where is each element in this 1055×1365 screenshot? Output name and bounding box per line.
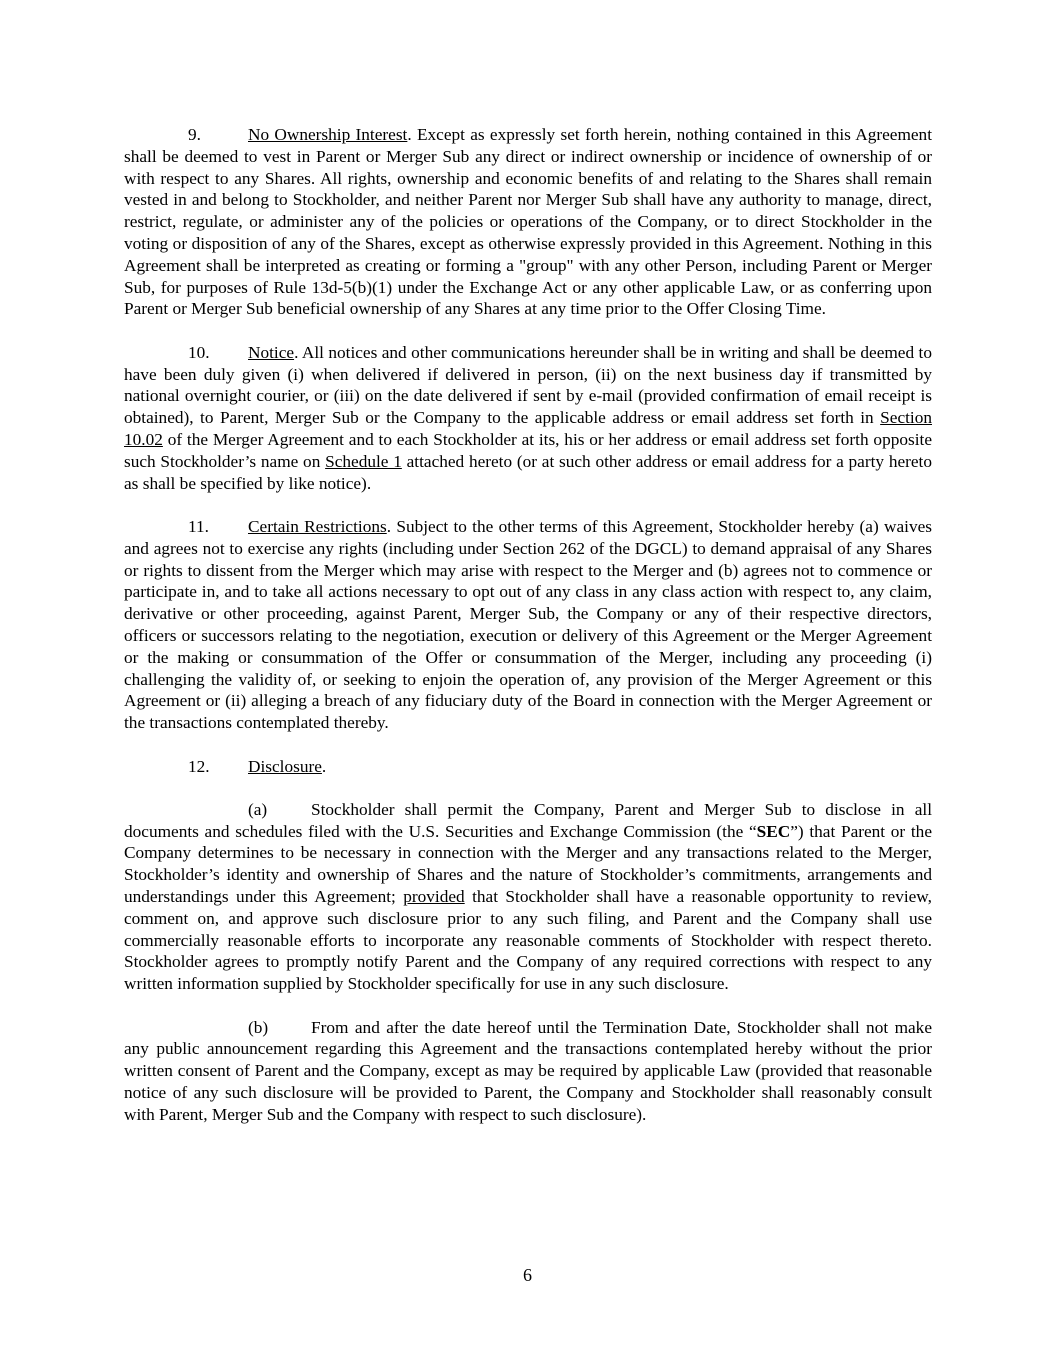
section-body: that Stockholder shall have a reasonable opportunity to review, comment on, and approve such disclosure prior to any such filing, and Parent and the Company shall use commercially reasonable efforts to incorporate any reasonable comments of Stockholder with respect thereto. Stockholder agrees to promptly notify Parent and the Company of any required corrections with respect to any written information supplied by Stockholder specifically for use in any such disclosure. — [124, 887, 932, 994]
section-11 — [124, 516, 932, 734]
section-number: 9. — [188, 125, 201, 144]
page-number: 6 — [523, 1265, 532, 1285]
subsection-12a — [124, 799, 932, 995]
section-heading: Certain Restrictions — [248, 516, 387, 536]
section-9 — [124, 124, 932, 320]
section-body: From and after the date hereof until the Termination Date, Stockholder shall not make any public announcement regarding this Agreement and the transactions contemplated hereby without the prior written consent of Parent and the Company, except as may be required by applicable Law (provided that reasonable notice of any such disclosure will be provided to Parent, the Company and Stockholder shall reasonably consult with Parent, Merger Sub and the Company with respect to such disclosure). — [124, 1017, 932, 1124]
subsection-label: (b) — [248, 1017, 269, 1037]
section-body: attached hereto (or at such other address or email address for a party hereto as shall be specified by like notice). — [124, 451, 932, 493]
section-body: . Except as expressly set forth herein, nothing contained in this Agreement shall be deemed to vest in Parent or Merger Sub any direct or indirect ownership or incidence of ownership of or with respect to any Shares. All rights, ownership and economic benefits of and relating to the Shares shall remain vested in and belong to Stockholder, and neither Parent nor Merger Sub shall have any authority to manage, direct, restrict, regulate, or administer any of the policies or operations of the Company, or to direct Stockholder in the voting or disposition of any of the Shares, except as otherwise expressly provided in this Agreement. Nothing in this Agreement shall be interpreted as creating or forming a "group" with any other Person, including Parent or Merger Sub, for purposes of Rule 13d-5(b)(1) under the Exchange Act or any other applicable Law, or as conferring upon Parent or Merger Sub beneficial ownership of any Shares at any time prior to the Offer Closing Time. — [124, 125, 932, 319]
defined-term: SEC — [756, 821, 791, 841]
section-body: . All notices and other communications hereunder shall be in writing and shall be deemed to have been duly given (i) when delivered if delivered in person, (ii) on the next business day if transmitted by national overnight courier, or (iii) on the date delivered if sent by e-mail (provided confirmation of email receipt is obtained), to Parent, Merger Sub or the Company to the applicable address or email address set forth in — [124, 342, 932, 428]
subsection-12b — [124, 1017, 932, 1126]
section-heading: Notice — [248, 342, 295, 362]
section-heading: Disclosure — [248, 756, 322, 776]
section-body: . Subject to the other terms of this Agreement, Stockholder hereby (a) waives and agrees not to exercise any rights (including under Section 262 of the DGCL) to demand appraisal of any Shares or rights to dissent from the Merger which may arise with respect to the Merger and (b) agrees not to commence or participate in, and to take all actions necessary to opt out of any class in any class action with respect to, any claim, derivative or other proceeding, against Parent, Merger Sub, the Company or any of their respective directors, officers or successors relating to the negotiation, execution or delivery of this Agreement or the Merger Agreement or the making or consummation of the Offer or consummation of the Merger, including any proceeding (i) challenging the validity of, or seeking to enjoin the operation of, any provision of the Merger Agreement or this Agreement or (ii) alleging a breach of any fiduciary duty of the Board in connection with the Merger Agreement or the transactions contemplated thereby. — [124, 516, 932, 733]
proviso-term: provided — [403, 887, 465, 907]
section-12 — [124, 756, 932, 778]
subsection-label: (a) — [248, 799, 268, 819]
section-heading: No Ownership Interest — [248, 125, 408, 144]
section-body: of the Merger Agreement and to each Stockholder at its, his or her address or email address set forth opposite such Stockholder’s name on — [124, 429, 932, 471]
section-10 — [124, 342, 932, 495]
section-number: 11. — [188, 516, 209, 536]
section-body: ”) that Parent or the Company determines to be necessary in connection with the Merger and any transactions related to the Merger, Stockholder’s identity and ownership of Shares and the nature of Stockholder’s commitments, arrangements and understandings under this Agreement; — [124, 821, 932, 907]
section-body: Stockholder shall permit the Company, Parent and Merger Sub to disclose in all documents and schedules filed with the U.S. Securities and Exchange Commission (the “ — [124, 799, 932, 841]
schedule-reference: Schedule 1 — [325, 451, 402, 471]
section-reference: Section 10.02 — [124, 408, 932, 449]
document-page — [124, 124, 932, 1147]
heading-period: . — [321, 756, 327, 776]
section-number: 12. — [188, 756, 210, 776]
section-number: 10. — [188, 342, 210, 362]
